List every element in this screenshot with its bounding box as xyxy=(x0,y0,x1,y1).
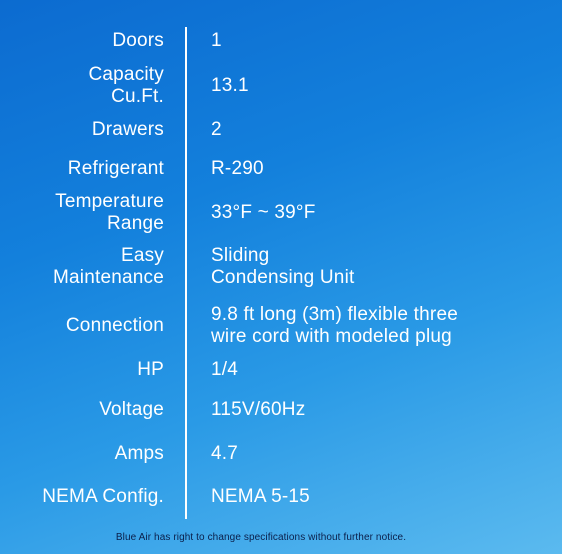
spec-value-line: 2 xyxy=(211,119,222,140)
spec-label-line: NEMA Config. xyxy=(42,486,164,507)
spec-value xyxy=(211,304,551,348)
spec-value-line: 1/4 xyxy=(211,359,239,380)
disclaimer-footnote: Blue Air has right to change specifications without further notice. xyxy=(115,532,407,543)
spec-label-line: Capacity xyxy=(88,64,164,85)
spec-row-amps xyxy=(0,442,562,466)
spec-label xyxy=(0,158,164,180)
spec-value-line: Sliding xyxy=(211,245,270,266)
spec-value-line: 1 xyxy=(211,30,222,51)
spec-row-nema-config xyxy=(0,485,562,509)
spec-label-line: Easy xyxy=(120,245,164,266)
spec-label xyxy=(0,486,164,508)
spec-value-line: 4.7 xyxy=(211,443,239,464)
spec-label xyxy=(0,399,164,421)
spec-label-line: Temperature xyxy=(55,191,164,212)
spec-label-line: Drawers xyxy=(91,119,164,140)
spec-label-line: Range xyxy=(107,213,164,234)
spec-row-voltage xyxy=(0,398,562,422)
spec-row-easy-maintenance xyxy=(0,244,562,290)
spec-value xyxy=(211,202,551,224)
spec-label xyxy=(0,30,164,52)
spec-label xyxy=(0,443,164,465)
spec-value xyxy=(211,119,551,141)
spec-row-drawers xyxy=(0,118,562,142)
spec-value-line: wire cord with modeled plug xyxy=(211,326,452,347)
spec-row-connection xyxy=(0,303,562,349)
spec-label-line: HP xyxy=(137,359,164,380)
spec-value xyxy=(211,158,551,180)
spec-row-doors xyxy=(0,29,562,53)
spec-value-line: 13.1 xyxy=(211,75,249,96)
spec-row-refrigerant xyxy=(0,157,562,181)
spec-value xyxy=(211,30,551,52)
spec-label xyxy=(0,245,164,289)
spec-value-line: R-290 xyxy=(211,158,264,179)
spec-label-line: Refrigerant xyxy=(67,158,164,179)
spec-value-line: Condensing Unit xyxy=(211,267,355,288)
spec-value xyxy=(211,443,551,465)
spec-value xyxy=(211,75,551,97)
spec-row-capacity xyxy=(0,63,562,109)
spec-value-line: NEMA 5-15 xyxy=(211,486,310,507)
spec-value-line: 9.8 ft long (3m) flexible three xyxy=(211,304,458,325)
spec-value-line: 33°F ~ 39°F xyxy=(211,202,316,223)
spec-label-line: Amps xyxy=(114,443,164,464)
spec-value xyxy=(211,486,551,508)
spec-row-temperature-range xyxy=(0,190,562,236)
spec-label-line: Cu.Ft. xyxy=(111,86,164,107)
spec-label xyxy=(0,191,164,235)
spec-value xyxy=(211,245,551,289)
spec-value xyxy=(211,399,551,421)
spec-label xyxy=(0,315,164,337)
spec-label xyxy=(0,119,164,141)
spec-value-line: 115V/60Hz xyxy=(211,399,306,420)
spec-value xyxy=(211,359,551,381)
spec-label xyxy=(0,359,164,381)
spec-label-line: Connection xyxy=(65,315,164,336)
spec-label-line: Voltage xyxy=(99,399,164,420)
spec-row-hp xyxy=(0,358,562,382)
spec-label-line: Maintenance xyxy=(53,267,164,288)
spec-label xyxy=(0,64,164,108)
spec-label-line: Doors xyxy=(112,30,164,51)
